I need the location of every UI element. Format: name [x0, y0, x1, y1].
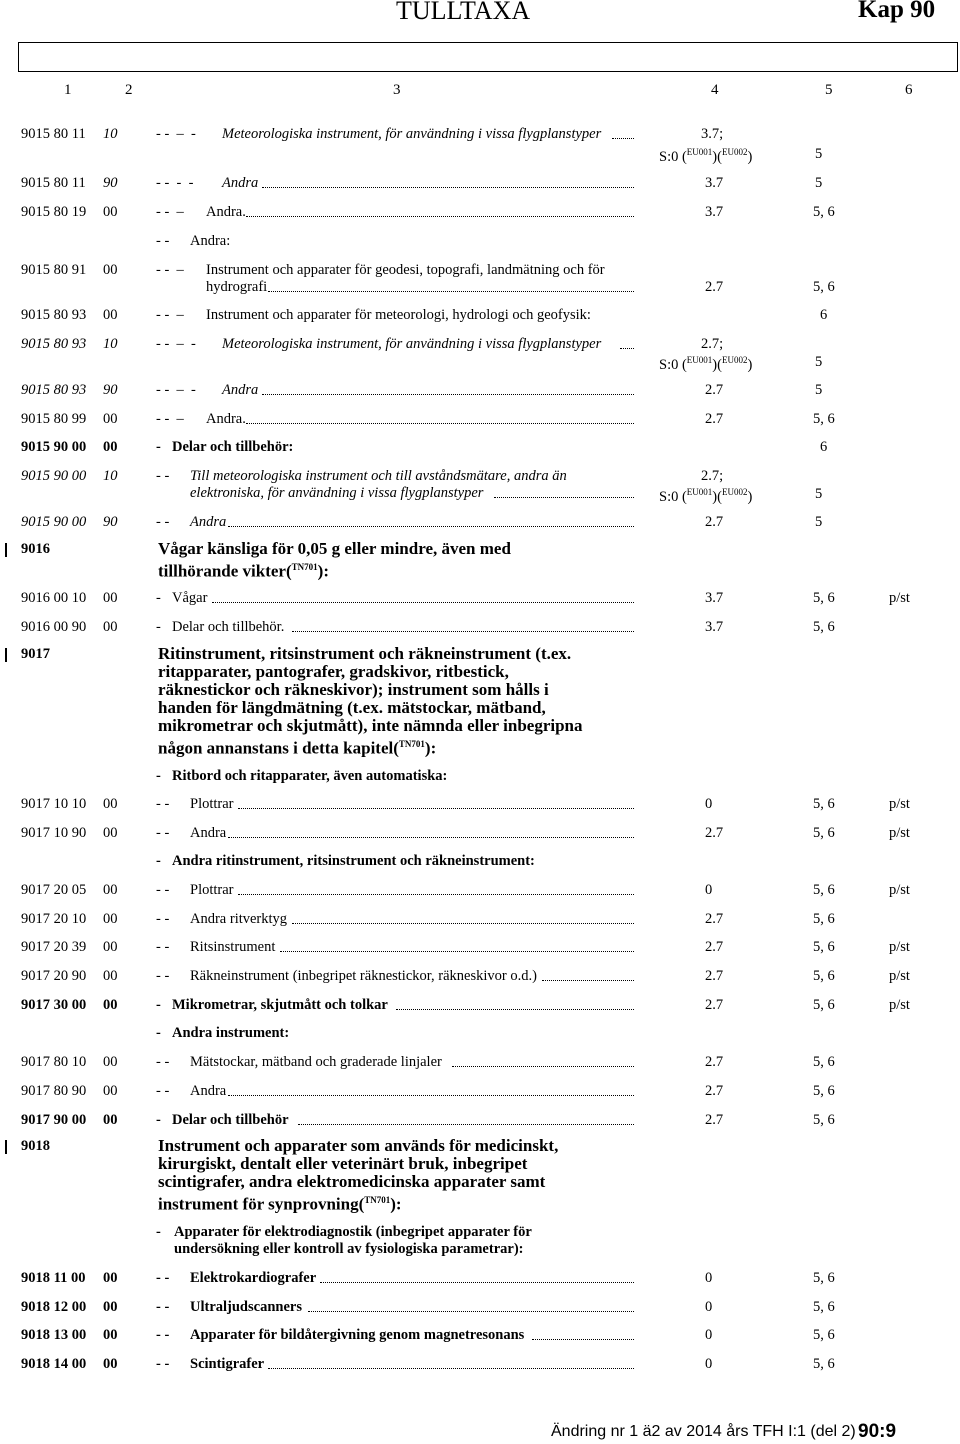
footer-text: Ändring nr 1 ä2 av 2014 års TFH I:1 (del 2) — [551, 1423, 856, 1440]
description-cont: elektroniska, för användning i vissa flygplanstyper — [190, 485, 484, 501]
heading-code: 9017 — [21, 646, 50, 662]
taric-subcode: 00 — [103, 1083, 118, 1099]
duty-rate: 3.7 — [705, 590, 724, 606]
taric-subcode: 00 — [103, 939, 118, 955]
vat-column: 5, 6 — [813, 204, 835, 220]
cn-code: 9015 80 11 — [21, 126, 86, 142]
duty-rate: 2.7 — [705, 911, 724, 927]
duty-rate: 0 — [705, 882, 713, 898]
leader-dots — [246, 216, 634, 217]
group-heading: Andra ritinstrument, ritsinstrument och räkneinstrument: — [172, 853, 535, 869]
cn-code: 9017 10 10 — [21, 796, 87, 812]
group-heading: Andra: — [190, 233, 231, 249]
heading-text: Ritinstrument, ritsinstrument och räkneinstrument (t.ex. ritapparater, pantografer, gradskivor, ritbestick, räknestickor och räkneskivor); instrument som hålls i handen för längdmätning (t.ex. mätstockar, mätband, mikrometrar och skjutmått), inte nämnda eller inbegripna någon annanstans i detta kapitel($^{TN701}$): — [158, 644, 583, 758]
column-header-box — [18, 42, 958, 72]
column-number-6: 6 — [905, 82, 913, 98]
leader-dots — [228, 526, 634, 527]
indent-dashes: - - – — [156, 262, 184, 278]
taric-subcode: 00 — [103, 1112, 118, 1128]
description: Till meteorologiska instrument och till avståndsmätare, andra än — [190, 468, 567, 484]
indent-dashes: - — [156, 1112, 161, 1128]
change-bar — [5, 543, 7, 557]
taric-subcode: 10 — [103, 468, 118, 484]
column-number-2: 2 — [125, 82, 133, 98]
heading-text: Vågar känsliga för 0,05 g eller mindre, även med tillhörande vikter($^{TN701}$): — [158, 539, 511, 581]
column-number-5: 5 — [825, 82, 833, 98]
indent-dashes: - - — [156, 1356, 170, 1372]
description: Apparater för bildåtergivning genom magnetresonans — [190, 1327, 525, 1343]
group-heading: Apparater för elektrodiagnostik (inbegripet apparater för — [174, 1224, 532, 1240]
leader-dots — [268, 291, 634, 292]
cn-code: 9018 14 00 — [21, 1356, 87, 1372]
taric-subcode: 00 — [103, 796, 118, 812]
cn-code: 9015 90 00 — [21, 514, 87, 530]
cn-code: 9015 80 11 — [21, 175, 86, 191]
indent-dashes: - - — [156, 1299, 170, 1315]
leader-dots — [228, 837, 634, 838]
taric-subcode: 00 — [103, 590, 118, 606]
cn-code: 9017 20 90 — [21, 968, 87, 984]
group-heading: Ritbord och ritapparater, även automatiska: — [172, 768, 448, 784]
duty-rate: 2.7 — [705, 825, 724, 841]
vat-column: 5, 6 — [813, 590, 835, 606]
leader-dots — [238, 894, 634, 895]
vat-column: 5, 6 — [813, 1356, 835, 1372]
taric-subcode: 00 — [103, 1299, 118, 1315]
description: Delar och tillbehör. — [172, 619, 285, 635]
indent-dashes: - — [156, 619, 161, 635]
leader-dots — [238, 808, 634, 809]
duty-suspension: S:0 ($^{EU001}$)($^{EU002}$) — [659, 487, 753, 505]
duty-rate: 2.7; — [701, 336, 724, 352]
taric-subcode: 00 — [103, 439, 118, 455]
indent-dashes: - - — [156, 796, 170, 812]
unit-column: p/st — [889, 968, 910, 984]
vat-column: 5, 6 — [813, 882, 835, 898]
duty-rate: 3.7; — [701, 126, 724, 142]
description: Andra. — [206, 411, 246, 427]
indent-dashes: - - — [156, 825, 170, 841]
description: Instrument och apparater för geodesi, topografi, landmätning och för — [206, 262, 605, 278]
unit-column: p/st — [889, 997, 910, 1013]
group-heading: Andra instrument: — [172, 1025, 290, 1041]
indent-dashes: - — [156, 853, 161, 869]
indent-dashes: - - – - — [156, 336, 196, 352]
duty-rate: 0 — [705, 1356, 713, 1372]
description: Delar och tillbehör: — [172, 439, 294, 455]
vat-column: 5, 6 — [813, 1327, 835, 1343]
duty-rate: 2.7 — [705, 1112, 724, 1128]
cn-code: 9017 20 10 — [21, 911, 87, 927]
description: Räkneinstrument (inbegripet räknestickor, räkneskivor o.d.) — [190, 968, 537, 984]
taric-subcode: 00 — [103, 619, 118, 635]
unit-column: p/st — [889, 939, 910, 955]
supplementary-column: 6 — [820, 307, 828, 323]
duty-rate: 2.7 — [705, 997, 724, 1013]
indent-dashes: - - – - — [156, 382, 196, 398]
taric-subcode: 90 — [103, 382, 118, 398]
column-number-1: 1 — [64, 82, 72, 98]
cn-code: 9015 80 93 — [21, 307, 87, 323]
unit-column: p/st — [889, 796, 910, 812]
page-number: 90:9 — [858, 1421, 897, 1442]
taric-subcode: 00 — [103, 825, 118, 841]
leader-dots — [262, 187, 634, 188]
indent-dashes: - - - - — [156, 175, 194, 191]
heading-code: 9018 — [21, 1138, 50, 1154]
description: Meteorologiska instrument, för användning i vissa flygplanstyper — [222, 336, 602, 352]
taric-subcode: 90 — [103, 175, 118, 191]
cn-code: 9015 90 00 — [21, 468, 87, 484]
indent-dashes: - - — [156, 968, 170, 984]
leader-dots — [262, 394, 634, 395]
leader-dots — [612, 138, 634, 139]
cn-code: 9018 12 00 — [21, 1299, 87, 1315]
indent-dashes: - — [156, 1025, 161, 1041]
indent-dashes: - - — [156, 1054, 170, 1070]
taric-subcode: 00 — [103, 1327, 118, 1343]
taric-subcode: 10 — [103, 126, 118, 142]
duty-rate: 2.7; — [701, 468, 724, 484]
vat-column: 5, 6 — [813, 825, 835, 841]
leader-dots — [298, 1124, 634, 1125]
cn-code: 9017 80 10 — [21, 1054, 87, 1070]
indent-dashes: - - — [156, 911, 170, 927]
description: Scintigrafer — [190, 1356, 265, 1372]
indent-dashes: - — [156, 1224, 161, 1240]
duty-suspension: S:0 ($^{EU001}$)($^{EU002}$) — [659, 355, 753, 373]
leader-dots — [320, 1282, 634, 1283]
description: Ultraljudscanners — [190, 1299, 302, 1315]
description: Mikrometrar, skjutmått och tolkar — [172, 997, 388, 1013]
indent-dashes: - - – — [156, 204, 184, 220]
duty-rate: 0 — [705, 1270, 713, 1286]
vat-column: 5 — [815, 146, 823, 162]
description: Plottrar — [190, 796, 234, 812]
taric-subcode: 00 — [103, 1054, 118, 1070]
leader-dots — [396, 1009, 634, 1010]
cn-code: 9015 80 99 — [21, 411, 87, 427]
leader-dots — [246, 423, 634, 424]
indent-dashes: - — [156, 997, 161, 1013]
indent-dashes: - — [156, 590, 161, 606]
vat-column: 5, 6 — [813, 1112, 835, 1128]
indent-dashes: - - – — [156, 411, 184, 427]
cn-code: 9017 20 39 — [21, 939, 87, 955]
duty-rate: 2.7 — [705, 411, 724, 427]
leader-dots — [308, 1311, 634, 1312]
description: Instrument och apparater för meteorologi, hydrologi och geofysik: — [206, 307, 591, 323]
duty-rate: 2.7 — [705, 382, 724, 398]
cn-code: 9017 80 90 — [21, 1083, 87, 1099]
cn-code: 9015 90 00 — [21, 439, 87, 455]
duty-rate: 2.7 — [705, 514, 724, 530]
heading-text: Instrument och apparater som används för medicinskt, kirurgiskt, dentalt eller veterinärt bruk, inbegripet scintigrafer, andra elektromedicinska apparater samt instrument för synprovning($^{TN701}$): — [158, 1136, 559, 1214]
description: Mätstockar, mätband och graderade linjaler — [190, 1054, 442, 1070]
duty-rate: 3.7 — [705, 175, 724, 191]
unit-column: p/st — [889, 825, 910, 841]
duty-rate: 0 — [705, 1327, 713, 1343]
duty-rate: 0 — [705, 1299, 713, 1315]
taric-subcode: 00 — [103, 882, 118, 898]
indent-dashes: - - — [156, 514, 170, 530]
vat-column: 5, 6 — [813, 619, 835, 635]
vat-column: 5, 6 — [813, 411, 835, 427]
duty-rate: 2.7 — [705, 279, 724, 295]
description: Andra. — [206, 204, 246, 220]
indent-dashes: - - — [156, 1327, 170, 1343]
vat-column: 5, 6 — [813, 1083, 835, 1099]
vat-column: 5 — [815, 514, 823, 530]
taric-subcode: 00 — [103, 968, 118, 984]
indent-dashes: - — [156, 768, 161, 784]
description: Ritsinstrument — [190, 939, 276, 955]
description: Andra — [190, 1083, 227, 1099]
indent-dashes: - — [156, 439, 161, 455]
duty-rate: 3.7 — [705, 204, 724, 220]
taric-subcode: 00 — [103, 1270, 118, 1286]
description: Andra — [190, 514, 227, 530]
vat-column: 5, 6 — [813, 968, 835, 984]
cn-code: 9018 11 00 — [21, 1270, 86, 1286]
cn-code: 9015 80 91 — [21, 262, 87, 278]
indent-dashes: - - — [156, 468, 170, 484]
leader-dots — [280, 951, 634, 952]
description: Elektrokardiografer — [190, 1270, 317, 1286]
change-bar — [5, 1140, 7, 1154]
vat-column: 5, 6 — [813, 1299, 835, 1315]
change-bar — [5, 648, 7, 662]
unit-column: p/st — [889, 590, 910, 606]
supplementary-column: 6 — [820, 439, 828, 455]
description: Plottrar — [190, 882, 234, 898]
duty-rate: 2.7 — [705, 939, 724, 955]
taric-subcode: 00 — [103, 204, 118, 220]
leader-dots — [212, 602, 634, 603]
description: Andra — [222, 382, 259, 398]
taric-subcode: 90 — [103, 514, 118, 530]
cn-code: 9016 00 10 — [21, 590, 87, 606]
page-title: TULLTAXA — [396, 0, 531, 25]
unit-column: p/st — [889, 882, 910, 898]
leader-dots — [542, 980, 634, 981]
vat-column: 5, 6 — [813, 1054, 835, 1070]
duty-suspension: S:0 ($^{EU001}$)($^{EU002}$) — [659, 147, 753, 165]
cn-code: 9015 80 19 — [21, 204, 87, 220]
taric-subcode: 00 — [103, 997, 118, 1013]
taric-subcode: 00 — [103, 411, 118, 427]
cn-code: 9016 00 90 — [21, 619, 87, 635]
description: Delar och tillbehör — [172, 1112, 289, 1128]
leader-dots — [292, 923, 634, 924]
cn-code: 9017 90 00 — [21, 1112, 87, 1128]
vat-column: 5, 6 — [813, 1270, 835, 1286]
indent-dashes: - - — [156, 882, 170, 898]
duty-rate: 2.7 — [705, 968, 724, 984]
description-cont: hydrografi — [206, 279, 268, 295]
cn-code: 9015 80 93 — [21, 382, 87, 398]
cn-code: 9017 10 90 — [21, 825, 87, 841]
description: Vågar — [172, 590, 208, 606]
vat-column: 5, 6 — [813, 997, 835, 1013]
description: Andra — [222, 175, 259, 191]
cn-code: 9015 80 93 — [21, 336, 87, 352]
vat-column: 5, 6 — [813, 939, 835, 955]
cn-code: 9017 20 05 — [21, 882, 87, 898]
indent-dashes: - - — [156, 233, 170, 249]
duty-rate: 2.7 — [705, 1083, 724, 1099]
indent-dashes: - - — [156, 1083, 170, 1099]
duty-rate: 2.7 — [705, 1054, 724, 1070]
description: Meteorologiska instrument, för användning i vissa flygplanstyper — [222, 126, 602, 142]
group-heading-cont: undersökning eller kontroll av fysiologiska parametrar): — [174, 1241, 524, 1257]
taric-subcode: 00 — [103, 1356, 118, 1372]
leader-dots — [292, 631, 634, 632]
duty-rate: 3.7 — [705, 619, 724, 635]
vat-column: 5 — [815, 175, 823, 191]
leader-dots — [494, 497, 634, 498]
leader-dots — [228, 1095, 634, 1096]
vat-column: 5 — [815, 354, 823, 370]
vat-column: 5 — [815, 382, 823, 398]
indent-dashes: - - — [156, 1270, 170, 1286]
leader-dots — [268, 1368, 634, 1369]
description: Andra — [190, 825, 227, 841]
leader-dots — [532, 1339, 634, 1340]
vat-column: 5, 6 — [813, 911, 835, 927]
indent-dashes: - - — [156, 939, 170, 955]
description: Andra ritverktyg — [190, 911, 288, 927]
indent-dashes: - - – - — [156, 126, 196, 142]
indent-dashes: - - – — [156, 307, 184, 323]
chapter-label: Kap 90 — [858, 0, 936, 23]
duty-rate: 0 — [705, 796, 713, 812]
taric-subcode: 00 — [103, 307, 118, 323]
leader-dots — [620, 348, 634, 349]
taric-subcode: 10 — [103, 336, 118, 352]
leader-dots — [452, 1066, 634, 1067]
column-number-4: 4 — [711, 82, 719, 98]
taric-subcode: 00 — [103, 911, 118, 927]
cn-code: 9017 30 00 — [21, 997, 87, 1013]
vat-column: 5, 6 — [813, 279, 835, 295]
column-number-3: 3 — [393, 82, 401, 98]
heading-code: 9016 — [21, 541, 50, 557]
vat-column: 5, 6 — [813, 796, 835, 812]
cn-code: 9018 13 00 — [21, 1327, 87, 1343]
vat-column: 5 — [815, 486, 823, 502]
taric-subcode: 00 — [103, 262, 118, 278]
